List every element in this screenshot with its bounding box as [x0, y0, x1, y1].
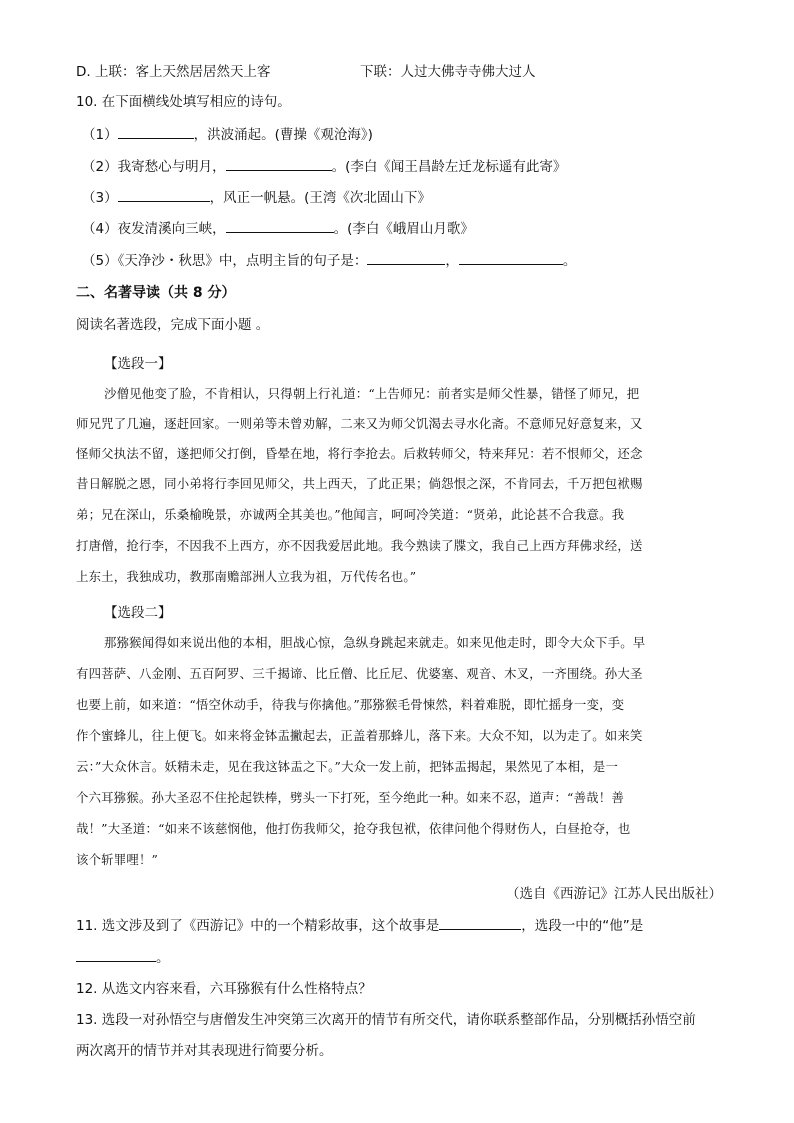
- passage-line: 师兄咒了几遍，逐赶回家。一则弟等未曾劝解，二来又为师父饥渴去寻水化斋。不意师兄好意复来，又: [76, 416, 643, 431]
- poem-item-text: ，风正一帆悬。(王湾《次北固山下》: [209, 190, 431, 206]
- passage-line: 云：”大众休言。妖精未走，见在我这钵盂之下。”大众一发上前，把钵盂揭起，果然见了本相，是一: [76, 759, 619, 774]
- passage-line: 个六耳猕猴。孙大圣忍不住抡起铁棒，劈头一下打死，至今绝此一种。如来不忍，道声：“善哉！善: [76, 790, 624, 805]
- question-11-text: 11. 选文涉及到了《西游记》中的一个精彩故事，这个故事是: [76, 918, 440, 934]
- passage-line: 哉！”大圣道：“如来不该慈悯他，他打伤我师父，抢夺我包袱，依律问他个得财伤人，白昼抢夺，也: [76, 821, 631, 836]
- option-d-upper: D. 上联：客上天然居居然天上客: [76, 64, 271, 80]
- question-13-line-2: 两次离开的情节并对其表现进行简要分析。: [76, 1043, 333, 1059]
- poem-item-2: [82, 156, 566, 177]
- question-10-title: 10. 在下面横线处填写相应的诗句。: [76, 94, 291, 110]
- poem-item-text: ，洪波涌起。(曹操《观沧海》): [193, 127, 373, 143]
- passage-line: 打唐僧，抢行李，不因我不上西方，亦不因我爱居此地。我今熟读了牒文，我自己上西方拜佛求经，送: [76, 538, 643, 553]
- question-11-end: 。: [156, 950, 170, 966]
- poem-item-end: 。: [562, 253, 577, 269]
- answer-blank[interactable]: [226, 218, 334, 233]
- answer-blank[interactable]: [118, 124, 194, 139]
- section-heading: 二、名著导读（共 8 分）: [76, 285, 236, 301]
- answer-blank[interactable]: [226, 156, 332, 171]
- passage-line: 昔日解脱之恩，同小弟将行李回见师父，共上西天，了此正果；倘怨恨之深，不肯同去，千万把包袱赐: [76, 476, 643, 491]
- poem-item-3: [82, 187, 431, 208]
- question-11-text: ，选段一中的“他”是: [521, 918, 644, 934]
- poem-item-4: [82, 218, 474, 239]
- poem-item-text: ，: [445, 253, 459, 269]
- answer-blank[interactable]: [459, 250, 563, 265]
- passage-line: 怪师父执法不留，遂把师父打倒，昏晕在地，将行李抢去。后救转师父，特来拜兄：若不恨师父，还念: [76, 446, 643, 461]
- passage-line: 也要上前，如来道：“悟空休动手，待我与你擒他。”那猕猴毛骨悚然，料着难脱，即忙摇身一变，变: [76, 697, 625, 712]
- passage-line: 作个蜜蜂儿，往上便飞。如来将金钵盂撇起去，正盖着那蜂儿，落下来。大众不知，以为走了。如来笑: [76, 728, 643, 743]
- poem-item-text: 。(李白《峨眉山月歌》: [333, 221, 474, 237]
- question-12: 12. 从选文内容来看，六耳猕猴有什么性格特点？: [76, 981, 372, 997]
- passage-1-label: 【选段一】: [104, 356, 172, 372]
- poem-item-prefix: （2）我寄愁心与明月，: [82, 159, 226, 175]
- option-d-lower: 下联：人过大佛寺寺佛大过人: [360, 64, 536, 80]
- question-11: [76, 915, 643, 936]
- poem-item-5: [82, 250, 576, 271]
- passage-source: （选自《西游记》江苏人民出版社）: [506, 886, 722, 902]
- answer-blank[interactable]: [367, 250, 445, 265]
- poem-item-1: [82, 124, 373, 145]
- poem-item-text: 。(李白《闻王昌龄左迁龙标遥有此寄》: [331, 159, 567, 175]
- passage-line: 那猕猴闻得如来说出他的本相，胆战心惊，急纵身跳起来就走。如来见他走时，即令大众下手。早: [104, 635, 646, 650]
- answer-blank[interactable]: [76, 947, 156, 962]
- poem-item-prefix: （3）: [82, 190, 118, 206]
- section-intro: 阅读名著选段，完成下面小题 。: [76, 317, 270, 333]
- answer-blank[interactable]: [118, 187, 210, 202]
- passage-line: 上东土，我独成功，教那南赡部洲人立我为祖，万代传名也。”: [76, 569, 417, 584]
- question-13-line-1: 13. 选段一对孙悟空与唐僧发生冲突第三次离开的情节有所交代，请你联系整部作品，分别概括孙悟空前: [76, 1012, 696, 1028]
- passage-line: 沙僧见他变了脸，不肯相认，只得朝上行礼道：“上告师兄：前者实是师父性暴，错怪了师兄，把: [104, 386, 640, 401]
- passage-2-label: 【选段二】: [104, 605, 172, 621]
- passage-line: 弟；兄在深山，乐桑榆晚景，亦诚两全其美也。”他闻言，呵呵冷笑道：“贤弟，此论甚不合我意。我: [76, 507, 625, 522]
- passage-line: 有四菩萨、八金刚、五百阿罗、三千揭谛、比丘僧、比丘尼、优婆塞、观音、木叉，一齐围绕。孙大圣: [76, 666, 643, 681]
- answer-blank[interactable]: [439, 915, 521, 930]
- poem-item-prefix: （4）夜发清溪向三峡，: [82, 221, 226, 237]
- question-11-continued: [76, 947, 170, 968]
- poem-item-prefix: （1）: [82, 127, 118, 143]
- passage-line: 该个斩罪哩！”: [76, 852, 159, 867]
- poem-item-prefix: （5）《天净沙・秋思》中，点明主旨的句子是：: [82, 253, 368, 269]
